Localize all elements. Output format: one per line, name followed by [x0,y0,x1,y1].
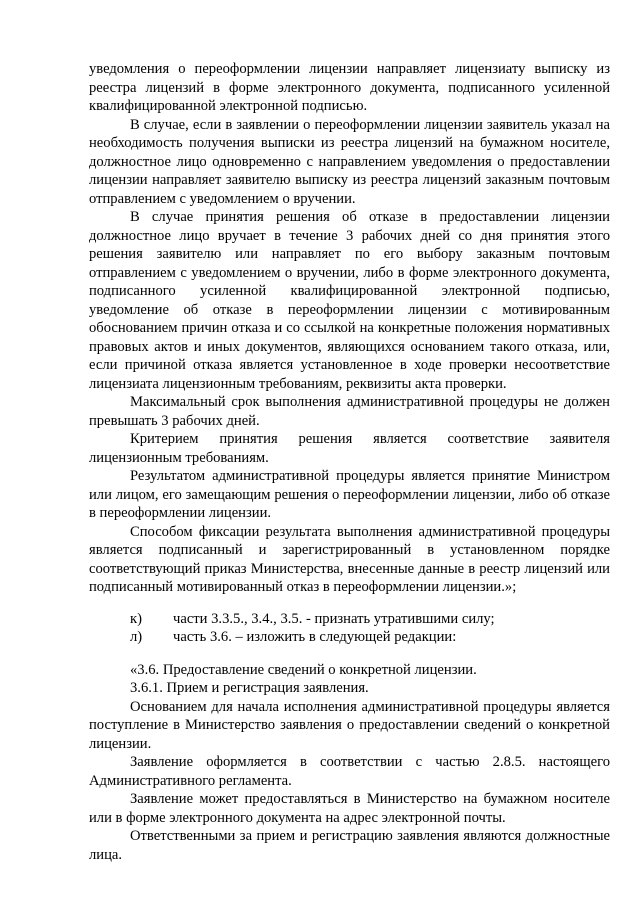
list-marker: к) [130,610,142,627]
paragraph: Критерием принятия решения является соответствие заявителя лицензионным требованиям. [89,431,610,466]
list-item-text: часть 3.6. – изложить в следующей редакции: [173,629,457,645]
list-item [89,610,610,629]
spacer [89,597,610,610]
subsection-heading: 3.6.1. Прием и регистрация заявления. [130,680,369,696]
paragraph: Заявление может предоставляться в Министерство на бумажном носителе или в форме электронного документа на адрес электронной почты. [89,791,610,826]
list-item [89,628,610,647]
paragraph: Заявление оформляется в соответствии с частью 2.8.5. настоящего Административного регламента. [89,754,610,789]
paragraph: уведомления о переоформлении лицензии направляет лицензиату выписку из реестра лицензий в форме электронного документа, подписанного усиленной квалифицированной электронной подписью. [89,61,610,114]
paragraph: Максимальный срок выполнения административной процедуры не должен превышать 3 рабочих дней. [89,394,610,429]
list-marker: л) [130,629,143,645]
spacer [89,647,610,661]
section-heading: «3.6. Предоставление сведений о конкретной лицензии. [130,661,477,678]
paragraph: Способом фиксации результата выполнения административной процедуры является подписанный и зарегистрированный в установленном порядке соответствующий приказ Министерства, внесенные данные в реестр лицензий или подписанный мотивированный отказ в переоформлении лицензии.»; [89,523,610,595]
paragraph: В случае, если в заявлении о переоформлении лицензии заявитель указал на необходимость получения выписки из реестра лицензий на бумажном носителе, должностное лицо одновременно с направлением уведомления о предоставлении лицензии направляет заявителю выписку из реестра лицензий заказным почтовым отправлением с уведомлением о вручении. [89,116,610,207]
document-page [89,60,610,864]
paragraph: Результатом административной процедуры является принятие Министром или лицом, его замещающим решения о переоформлении лицензии, либо об отказе в переоформлении лицензии. [89,468,610,521]
paragraph: Ответственными за прием и регистрацию заявления являются должностные лица. [89,828,610,863]
paragraph: В случае принятия решения об отказе в предоставлении лицензии должностное лицо вручает в течение 3 рабочих дней со дня принятия этого решения заявителю или направляет по его выбору заказным почтовым отправлением с уведомлением о вручении, либо в форме электронного документа, подписанного усиленной квалифицированной электронной подписью, уведомление об отказе в переоформлении лицензии с мотивированным обоснованием причин отказа и со ссылкой на конкретные положения нормативных правовых актов и иных документов, являющихся основанием такого отказа, или, если причиной отказа является установленное в ходе проверки несоответствие лицензиата лицензионным требованиям, реквизиты акта проверки. [89,209,610,392]
paragraph: Основанием для начала исполнения административной процедуры является поступление в Министерство заявления о предоставлении сведений о конкретной лицензии. [89,698,610,752]
amendment-list [89,610,610,647]
list-item-text: части 3.3.5., 3.4., 3.5. - признать утратившими силу; [173,610,495,627]
